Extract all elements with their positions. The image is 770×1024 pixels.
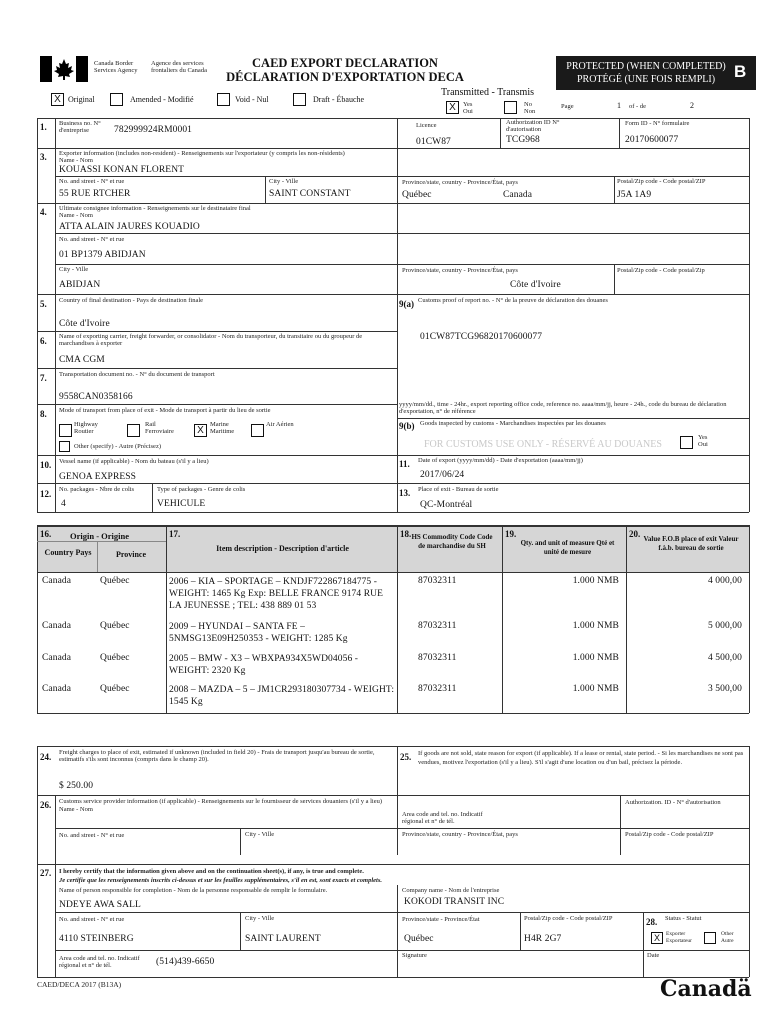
exporter-postal-value: J5A 1A9 [617, 190, 652, 200]
row-quantity: 1.000 NMB [572, 653, 619, 663]
transmitted-yes-label [463, 101, 473, 115]
row-country: Canada [42, 621, 72, 631]
amended-label: Amended - Modifié [130, 95, 194, 104]
col-qty-header: Qty. and unit of measure Qté et unité de mesure [520, 539, 615, 556]
other-mode-label: Other (specify) - Autre (Précisez) [74, 443, 161, 450]
business-no-label: Business no. N° d'entreprise [59, 120, 101, 134]
other-status-checkbox[interactable] [704, 932, 716, 944]
canada-wordmark: Canadä [660, 976, 752, 1002]
row-province: Québec [100, 576, 130, 586]
field-27-number: 27. [40, 868, 52, 878]
row-province: Québec [100, 621, 130, 631]
person-responsible-label: Name of person responsible for completion - Nom de la personne responsable de remplir le formulaire. [59, 887, 328, 894]
exporter-city-label: City - Ville [269, 178, 299, 185]
proof-report-label: Customs proof of report no. - N° de la preuve de déclaration des douanes [418, 297, 608, 304]
exporter-status-checkbox[interactable]: X [651, 932, 663, 944]
exporter-street-value: 55 RUE RTCHER [59, 189, 131, 199]
packages-label: No. packages - Nbre de colis [59, 486, 135, 493]
row-quantity: 1.000 NMB [572, 684, 619, 694]
protected-banner [556, 56, 756, 90]
consignee-province-label: Province/state, country - Province/État, pays [402, 267, 518, 274]
page-label: Page [561, 103, 574, 110]
rail-label: Rail Ferroviaire [145, 421, 174, 435]
draft-label: Draft - Ébauche [313, 95, 365, 104]
proof-report-value: 01CW87TCG96820170600077 [420, 332, 543, 342]
transmitted-no-label [524, 101, 535, 115]
packages-value: 4 [61, 499, 66, 509]
marine-label: Marine Maritime [210, 421, 235, 435]
transport-mode-label: Mode of transport from place of exit - Mode de transport à partir du lieu de sortie [59, 407, 271, 414]
exporter-status-label: Exporter Exportateur [666, 931, 692, 944]
exporter-city-value: SAINT CONSTANT [269, 189, 351, 199]
exporter-province-label: Province/state, country - Province/État, pays [402, 179, 518, 186]
form-title-fr: DÉCLARATION D'EXPORTATION DECA [226, 70, 464, 84]
exporter-info-label: Exporter information (includes non-resident) - Renseignements sur l'exportateur (y compris les non-résidents) [59, 150, 345, 157]
certification-fr: Je certifie que les renseignements inscrits ci-dessus et sur les feuilles supplémentaires, s'il en est, sont exacts et complets. [59, 877, 383, 884]
provider-auth-label: Authorization. ID - N° d'autorisation [625, 799, 721, 806]
page-total: 2 [690, 101, 694, 110]
destination-country-value: Côte d'Ivoire [59, 319, 110, 329]
field-5-number: 5. [40, 299, 47, 309]
amended-checkbox[interactable] [110, 93, 123, 106]
field-26-number: 26. [40, 800, 52, 810]
exporter-province-value: Québec [402, 190, 432, 200]
row-hs-code: 87032311 [418, 684, 457, 694]
carrier-value: CMA CGM [59, 355, 105, 365]
licence-label: Licence [416, 122, 437, 129]
signer-postal-value: H4R 2G7 [524, 934, 562, 944]
customs-provider-label: Customs service provider information (if applicable) - Renseignements sur le fournisseur de services douaniers (s'il y a lieu) [59, 798, 383, 805]
signer-city-value: SAINT LAURENT [245, 934, 321, 944]
row-country: Canada [42, 653, 72, 663]
field-28-number: 28. [646, 917, 658, 927]
no-text: No [524, 101, 532, 108]
signer-city-label: City - Ville [245, 915, 275, 922]
row-hs-code: 87032311 [418, 621, 457, 631]
col-20-number: 20. [629, 529, 641, 539]
rail-checkbox[interactable] [127, 424, 140, 437]
transmitted-yes-checkbox[interactable]: X [446, 101, 459, 114]
signature-field[interactable] [400, 960, 640, 976]
form-id-label: Form ID - N° formulaire [625, 120, 690, 127]
person-responsible-value: NDEYE AWA SALL [59, 900, 141, 910]
row-description: 2006 – KIA – SPORTAGE – KNDJF722867184775 - WEIGHT: 1465 Kg Exp: BELLE FRANCE 9174 RUE LA JEUNESSE ; TEL: 438 889 01 53 [169, 577, 384, 611]
agency-name-en: Canada Border Services Agency [94, 60, 138, 74]
package-type-value: VEHICULE [157, 499, 206, 509]
freight-charges-value: $ 250.00 [59, 781, 94, 791]
exporter-name-value: KOUASSI KONAN FLORENT [59, 165, 185, 175]
col-description-header: Item description - Description d'article [216, 544, 349, 553]
carrier-label: Name of exporting carrier, freight forwarder, or consolidator - Nom du transporteur, du transitaire ou du groupeur de marchandises à exporter [59, 333, 363, 347]
signer-province-value: Québec [404, 934, 434, 944]
transport-doc-label: Transportation document no. - N° du document de transport [59, 371, 215, 378]
date-field[interactable] [646, 960, 746, 976]
draft-checkbox[interactable] [293, 93, 306, 106]
row-hs-code: 87032311 [418, 653, 457, 663]
col-country-header: Country Pays [44, 548, 92, 557]
field-11-number: 11. [399, 459, 410, 469]
form-id-value: 20170600077 [625, 135, 679, 145]
inspected-yes-checkbox[interactable] [680, 436, 693, 449]
consignee-city-label: City - Ville [59, 266, 89, 273]
vessel-name-value: GENOA EXPRESS [59, 472, 137, 482]
provider-province-label: Province/state, country - Province/État, pays [402, 831, 518, 838]
col-17-number: 17. [169, 529, 181, 539]
non-text: Non [524, 108, 536, 115]
row-value: 4 500,00 [707, 653, 742, 663]
consignee-province-value: Côte d'Ivoire [510, 280, 561, 290]
export-date-value: 2017/06/24 [420, 470, 465, 480]
inspected-yes-label: Yes Oui [698, 434, 708, 448]
licence-value: 01CW87 [416, 137, 451, 147]
destination-country-label: Country of final destination - Pays de destination finale [59, 297, 204, 304]
row-value: 4 000,00 [707, 576, 742, 586]
protected-level: B [734, 62, 747, 81]
row-description: 2009 – HYUNDAI – SANTA FE – 5NMSG13E09H250353 - WEIGHT: 1285 Kg [169, 622, 348, 644]
business-no-value: 782999924RM0001 [114, 125, 193, 135]
field-7-number: 7. [40, 373, 47, 383]
provider-name-label: Name - Nom [59, 806, 93, 813]
void-label: Void - Nul [235, 95, 269, 104]
page-number: 1 [617, 101, 621, 110]
yes-text: Yes [463, 101, 473, 108]
company-name-value: KOKODI TRANSIT INC [404, 897, 505, 907]
vessel-name-label: Vessel name (if applicable) - Nom du bateau (s'il y a lieu) [59, 458, 209, 465]
highway-label: Highway Routier [74, 421, 98, 435]
field-24-number: 24. [40, 752, 52, 762]
provider-city-label: City - Ville [245, 831, 275, 838]
field-4-number: 4. [40, 207, 47, 217]
row-hs-code: 87032311 [418, 576, 457, 586]
original-checkbox[interactable]: X [51, 93, 64, 106]
row-country: Canada [42, 684, 72, 694]
goods-inspected-label: Goods inspected by customs - Marchandises inspectées par les douanes [420, 420, 606, 427]
signer-postal-label: Postal/Zip code - Code postal/ZIP [524, 915, 613, 922]
field-9a-number: 9(a) [399, 299, 414, 309]
page-of-label: of - de [629, 103, 646, 110]
consignee-street-value: 01 BP1379 ABIDJAN [59, 250, 146, 260]
field-12-number: 12. [40, 489, 52, 499]
transmitted-label: Transmitted - Transmis [441, 87, 534, 98]
field-8-number: 8. [40, 409, 47, 419]
row-description: 2005 – BMW - X3 – WBXPA934X5WD04056 - WEIGHT: 2320 Kg [169, 654, 359, 676]
authorization-label: Authorization ID N° d'autorisation [506, 119, 560, 133]
signer-phone-value: (514)439-6650 [156, 957, 215, 967]
signature-label: Signature [402, 952, 427, 959]
other-mode-checkbox[interactable] [59, 441, 70, 452]
exporter-country-value: Canada [503, 190, 533, 200]
col-16-number: 16. [40, 529, 52, 539]
signer-street-label: No. and street - N° et rue [59, 916, 125, 923]
exporter-street-label: No. and street - N° et rue [59, 178, 125, 185]
exit-place-value: QC-Montréal [420, 500, 473, 510]
row-quantity: 1.000 NMB [572, 621, 619, 631]
signer-street-value: 4110 STEINBERG [59, 934, 134, 944]
status-label: Status - Statut [665, 915, 702, 922]
protected-fr: PROTÉGÉ (UNE FOIS REMPLI) [576, 74, 716, 85]
field-3-number: 3. [40, 152, 47, 162]
field-1-number: 1. [40, 122, 47, 132]
form-title-en: CAED EXPORT DECLARATION [252, 56, 438, 70]
transmitted-no-checkbox[interactable] [504, 101, 517, 114]
row-value: 3 500,00 [707, 684, 742, 694]
row-value: 5 000,00 [707, 621, 742, 631]
highway-checkbox[interactable] [59, 424, 72, 437]
col-value-header: Value F.O.B place of exit Valeur f.à.b. bureau de sortie [643, 535, 739, 552]
marine-checkbox[interactable]: X [194, 424, 207, 437]
provider-street-label: No. and street - N° et rue [59, 832, 125, 839]
col-origin-header: Origin - Origine [70, 531, 130, 541]
signer-phone-label: Area code and tel. no. Indicatif régional et n° de tél. [59, 955, 140, 969]
field-9b-number: 9(b) [399, 421, 415, 431]
package-type-label: Type of packages - Genre de colis [157, 486, 246, 493]
exporter-postal-label: Postal/Zip code - Code postal/ZIP [617, 178, 706, 185]
field-25-number: 25. [400, 752, 412, 762]
col-18-number: 18. [400, 529, 412, 539]
original-label: Original [68, 95, 95, 104]
field-10-number: 10. [40, 460, 52, 470]
consignee-name-label: Name - Nom [59, 212, 93, 219]
col-province-header: Province [115, 550, 147, 559]
row-quantity: 1.000 NMB [572, 576, 619, 586]
customs-use-only: FOR CUSTOMS USE ONLY - RÉSERVÉ AU DOUANES [424, 439, 662, 450]
oui-text: Oui [463, 108, 473, 115]
other-status-label: Other Autre [721, 931, 734, 944]
row-country: Canada [42, 576, 72, 586]
consignee-name-value: ATTA ALAIN JAURES KOUADIO [59, 222, 200, 232]
provider-phone-label: Area code and tel. no. Indicatif régional et n° de tél. [402, 811, 483, 825]
row-province: Québec [100, 684, 130, 694]
void-checkbox[interactable] [217, 93, 230, 106]
agency-name-fr: Agence des services frontaliers du Canada [151, 60, 207, 74]
reason-export-label: If goods are not sold, state reason for export (if applicable). If a lease or rental, state period. - Si les marchandises ne sont pas vendues, motivez l'exportation (s'il y a lieu). S'il s'agit d'une location ou d'un bail, précisez la période. [418, 750, 744, 766]
company-name-label: Company name - Nom de l'entreprise [402, 887, 500, 894]
certification-en: I hereby certify that the information given above and on the continuation sheet(s), if any, is true and complete. [59, 868, 364, 875]
consignee-info-label: Ultimate consignee information - Renseignements sur le destinataire final [59, 205, 251, 212]
consignee-street-label: No. and street - N° et rue [59, 236, 125, 243]
col-19-number: 19. [505, 529, 517, 539]
exporter-name-label: Name - Nom [59, 157, 93, 164]
air-label: Air Aérien [266, 421, 294, 428]
transport-doc-value: 9558CAN0358166 [59, 392, 133, 402]
protected-en: PROTECTED (WHEN COMPLETED) [566, 61, 726, 72]
date-label: Date [647, 952, 660, 959]
signer-province-label: Province/state - Province/État [402, 916, 480, 923]
canada-flag-logo [40, 56, 88, 82]
export-date-label: Date of export (yyyy/mm/dd) - Date d'exportation (aaaa/mm/jj) [418, 457, 583, 464]
provider-postal-label: Postal/Zip code - Code postal/ZIP [625, 831, 714, 838]
field-6-number: 6. [40, 336, 47, 346]
field-13-number: 13. [399, 488, 411, 498]
row-province: Québec [100, 653, 130, 663]
air-checkbox[interactable] [251, 424, 264, 437]
freight-charges-label: Freight charges to place of exit, estimated if unknown (included in field 20) - Frais de transport jusqu'au bureau de sortie, estimatifs s'ils sont inconnus (compris dans le champ 20). [59, 749, 375, 763]
proof-report-note: yyyy/mm/dd., time - 24hr., export reporting office code, reference no. aaaa/mm/jj, heure - 24h., code du bureau de déclaration d'exportation, n° de référence [399, 401, 727, 415]
consignee-postal-label: Postal/Zip code - Code postal/Zip [617, 267, 705, 274]
form-code: CAED/DECA 2017 (B13A) [37, 980, 122, 989]
exit-place-label: Place of exit - Bureau de sortie [418, 486, 499, 493]
col-hs-header: HS Commodity Code Code de marchandise du SH [411, 533, 493, 550]
consignee-city-value: ABIDJAN [59, 280, 101, 290]
row-description: 2008 – MAZDA – 5 – JM1CR293180307734 - WEIGHT: 1545 Kg [169, 685, 395, 707]
authorization-value: TCG968 [506, 135, 540, 145]
